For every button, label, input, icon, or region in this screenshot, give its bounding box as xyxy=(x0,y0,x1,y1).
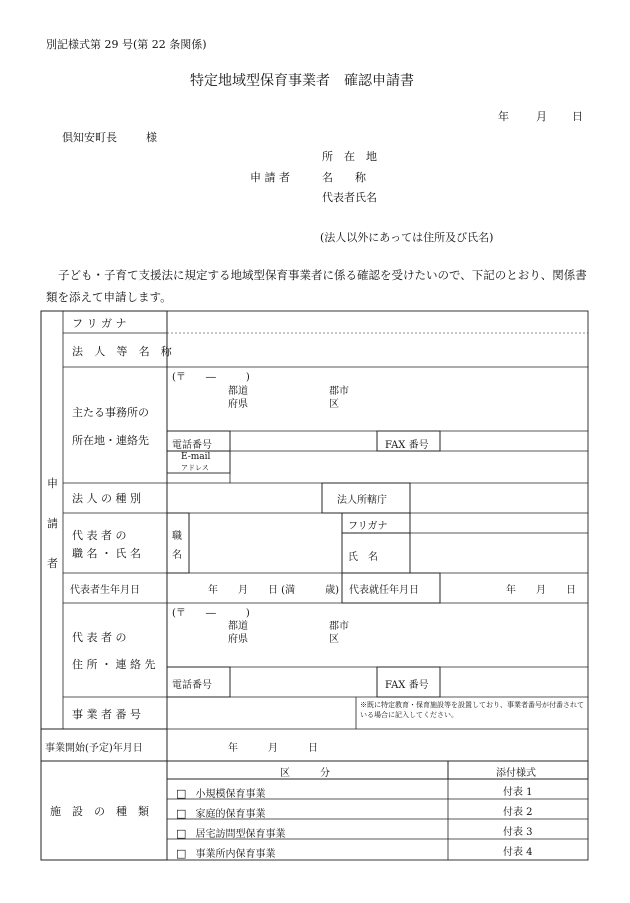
corp-name-label: 法 人 等 名 称 xyxy=(72,345,176,358)
addressee: 倶知安町長 xyxy=(62,131,117,144)
form-reference: 別記様式第 29 号(第 22 条関係) xyxy=(46,38,207,51)
shoku-label: 職 xyxy=(172,531,182,542)
office-label-1: 主たる事務所の xyxy=(72,406,149,419)
checkbox[interactable]: □ xyxy=(176,807,187,820)
rep-todofuken-1: 都道 xyxy=(228,621,248,632)
facility-name: 家庭的保育事業 xyxy=(195,809,266,820)
name-label: 名 称 xyxy=(322,171,366,184)
facility-name: 小規模保育事業 xyxy=(195,789,266,800)
email-label: E-mail xyxy=(181,452,211,462)
rep-name-label: 氏 名 xyxy=(348,552,378,563)
gunshi-1: 郡市 xyxy=(329,386,349,397)
appoint-label: 代表就任年月日 xyxy=(349,585,419,596)
rep-phone-label: 電話番号 xyxy=(172,680,212,691)
start-date-label: 事業開始(予定)年月日 xyxy=(45,743,143,754)
rep-gunshi-2: 区 xyxy=(329,634,339,645)
postal-field[interactable]: (〒 ― ) xyxy=(172,372,250,383)
representative-label: 代表者氏名 xyxy=(322,191,377,204)
date-day: 日 xyxy=(572,110,583,123)
gunshi-2: 区 xyxy=(329,399,339,410)
side-label-2: 請 xyxy=(47,517,58,530)
page-title: 特定地域型保育事業者 確認申請書 xyxy=(190,73,414,89)
todofuken-1: 都道 xyxy=(228,386,248,397)
facility-type-label: 施 設 の 種 類 xyxy=(50,805,149,818)
rep-fax-label: FAX 番号 xyxy=(385,680,429,691)
rep-label-2: 職 名 ・ 氏 名 xyxy=(72,547,141,560)
applicant-note: (法人以外にあっては住所及び氏名) xyxy=(320,231,494,244)
facility-row xyxy=(176,802,266,821)
birth-value[interactable]: 年 月 日 (満 歳) xyxy=(208,585,339,596)
furigana-label: フ リ ガ ナ xyxy=(72,317,127,330)
start-date-value[interactable]: 年 月 日 xyxy=(228,743,318,754)
rep-todofuken-2: 府県 xyxy=(228,634,248,645)
todofuken-2: 府県 xyxy=(228,399,248,410)
date-year: 年 xyxy=(498,110,509,123)
facility-name: 事業所内保育事業 xyxy=(195,849,276,860)
honorific: 様 xyxy=(146,131,157,144)
attached-form-header: 添付様式 xyxy=(496,768,536,779)
body-text: 子ども・子育て支援法に規定する地域型保育事業者に係る確認を受けたいので、下記のとおり、関係書類を添えて申請します。 xyxy=(46,268,587,304)
rep-postal-field[interactable]: (〒 ― ) xyxy=(172,608,250,619)
facility-row xyxy=(176,782,266,801)
rep-address-label-1: 代 表 者 の xyxy=(72,631,127,644)
mei-label: 名 xyxy=(172,550,182,561)
business-number-label: 事 業 者 番 号 xyxy=(72,708,141,721)
facility-row xyxy=(176,822,286,841)
date-month: 月 xyxy=(536,110,547,123)
birth-label: 代表者生年月日 xyxy=(70,585,140,596)
address-label: 所 在 地 xyxy=(322,150,377,163)
facility-form: 付表 3 xyxy=(503,827,533,838)
facility-name: 居宅訪問型保育事業 xyxy=(195,829,286,840)
side-label-1: 申 xyxy=(47,477,58,490)
corp-authority-label: 法人所轄庁 xyxy=(337,495,387,506)
category-header: 区 分 xyxy=(280,768,330,779)
checkbox[interactable]: □ xyxy=(176,827,187,840)
email-sublabel: アドレス xyxy=(181,464,209,472)
rep-label-1: 代 表 者 の xyxy=(72,529,127,542)
facility-row xyxy=(176,842,276,861)
business-number-note: ※既に特定教育・保育施設等を設置しており、事業者番号が付番されている場合に記入してください。 xyxy=(360,701,584,719)
rep-address-label-2: 住 所 ・ 連 絡 先 xyxy=(72,658,156,671)
appoint-value[interactable]: 年 月 日 xyxy=(506,585,576,596)
checkbox[interactable]: □ xyxy=(176,847,187,860)
side-label-3: 者 xyxy=(47,557,58,570)
applicant-label: 申 請 者 xyxy=(250,171,290,184)
rep-furigana-label: フリガナ xyxy=(348,521,388,532)
office-label-2: 所在地・連絡先 xyxy=(72,434,149,447)
rep-gunshi-1: 郡市 xyxy=(329,621,349,632)
facility-form: 付表 4 xyxy=(503,847,533,858)
fax-label: FAX 番号 xyxy=(385,440,429,451)
corp-type-label: 法 人 の 種 別 xyxy=(72,492,141,505)
facility-form: 付表 1 xyxy=(503,787,533,798)
checkbox[interactable]: □ xyxy=(176,787,187,800)
phone-label: 電話番号 xyxy=(172,440,212,451)
facility-form: 付表 2 xyxy=(503,807,533,818)
